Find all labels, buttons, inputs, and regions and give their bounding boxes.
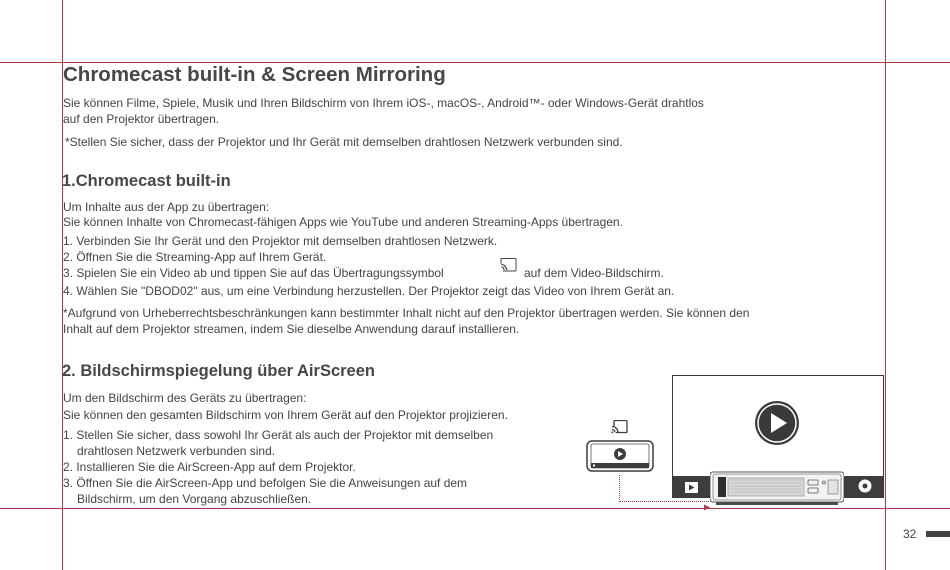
cast-icon bbox=[611, 420, 628, 434]
section2-heading: 2. Bildschirmspiegelung über AirScreen bbox=[62, 362, 375, 380]
intro-line-1: Sie können Filme, Spiele, Musik und Ihren Bildschirm von Ihrem iOS-, macOS-, Android™- oder Windows-Gerät drahtlos bbox=[63, 96, 704, 110]
section1-lead-2: Sie können Inhalte von Chromecast-fähigen Apps wie YouTube und anderen Streaming-Apps übertragen. bbox=[63, 215, 623, 229]
section2-step-3: 3. Öffnen Sie die AirScreen-App und befolgen Sie die Anweisungen auf dem bbox=[63, 476, 468, 490]
arrow-right-icon bbox=[704, 498, 711, 505]
record-icon bbox=[858, 479, 872, 493]
section1-step-2: 2. Öffnen Sie die Streaming-App auf Ihrem Gerät. bbox=[63, 250, 327, 264]
intro-line-2: auf den Projektor übertragen. bbox=[63, 112, 220, 126]
intro-note: *Stellen Sie sicher, dass der Projektor und Ihr Gerät mit demselben drahtlosen Netzwerk verbunden sind. bbox=[65, 135, 623, 149]
section1-step-1: 1. Verbinden Sie Ihr Gerät und den Projektor mit demselben drahtlosen Netzwerk. bbox=[63, 234, 498, 248]
page-number: 32 bbox=[903, 527, 917, 541]
section2-step-1: 1. Stellen Sie sicher, dass sowohl Ihr Gerät als auch der Projektor mit demselben bbox=[63, 428, 494, 442]
section2-step-3-cont: Bildschirm, um den Vorgang abzuschließen. bbox=[77, 492, 312, 506]
section2-lead-1: Um den Bildschirm des Geräts zu übertragen: bbox=[63, 391, 307, 405]
section1-note-1: *Aufgrund von Urheberrechtsbeschränkungen kann bestimmter Inhalt nicht auf den Projektor übertragen werden. Sie können den bbox=[63, 306, 750, 320]
guide-line-right bbox=[885, 0, 886, 570]
projector-icon bbox=[710, 470, 844, 506]
page-marker bbox=[926, 531, 950, 537]
section1-heading: 1.Chromecast built-in bbox=[62, 172, 231, 190]
section1-lead-1: Um Inhalte aus der App zu übertragen: bbox=[63, 200, 270, 214]
phone-icon bbox=[586, 440, 654, 472]
connection-line bbox=[619, 475, 620, 502]
play-icon bbox=[754, 400, 800, 446]
play-icon bbox=[685, 480, 698, 491]
section1-step-4: 4. Wählen Sie "DBOD02" aus, um eine Verbindung herzustellen. Der Projektor zeigt das Video von Ihrem Gerät an. bbox=[63, 284, 675, 298]
guide-line-bottom bbox=[0, 508, 950, 509]
section1-step-3-end: auf dem Video-Bildschirm. bbox=[524, 266, 664, 280]
section2-step-2: 2. Installieren Sie die AirScreen-App auf dem Projektor. bbox=[63, 460, 356, 474]
section1-step-3: 3. Spielen Sie ein Video ab und tippen Sie auf das Übertragungssymbol bbox=[63, 266, 444, 280]
section2-lead-2: Sie können den gesamten Bildschirm von Ihrem Gerät auf den Projektor projizieren. bbox=[63, 408, 508, 422]
cast-icon bbox=[500, 258, 517, 272]
section1-note-2: Inhalt auf dem Projektor streamen, indem Sie dieselbe Anwendung darauf installieren. bbox=[63, 322, 520, 336]
connection-line bbox=[619, 501, 709, 502]
page-title: Chromecast built-in & Screen Mirroring bbox=[63, 63, 446, 86]
section2-step-1-cont: drahtlosen Netzwerk verbunden sind. bbox=[77, 444, 276, 458]
